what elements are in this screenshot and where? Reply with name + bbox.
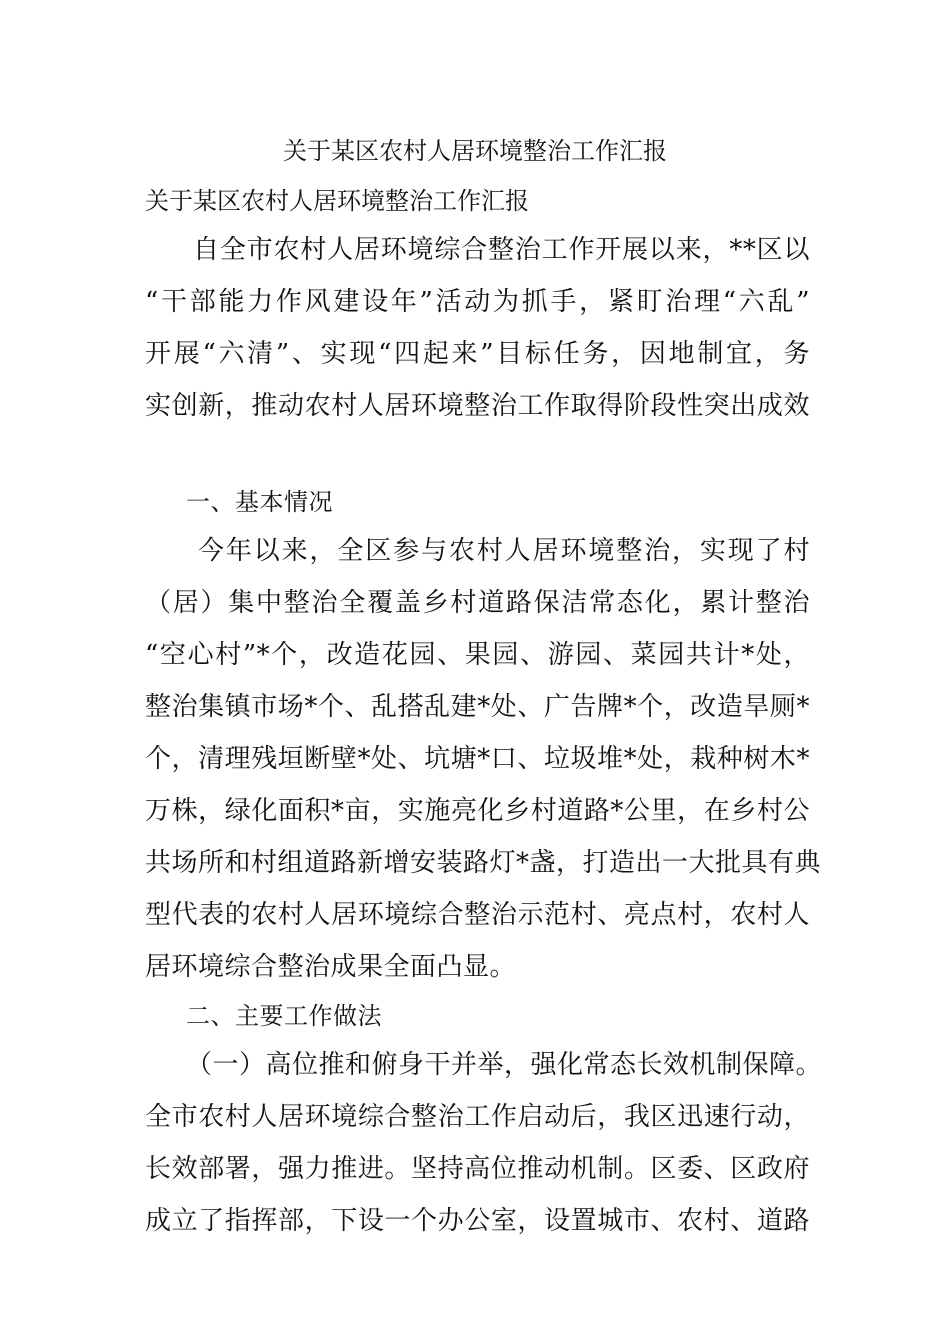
body-line: 整治集镇市场*个、乱搭乱建*处、广告牌*个，改造旱厕*: [145, 692, 810, 722]
body-line: 长效部署，强力推进。坚持高位推动机制。区委、区政府: [145, 1154, 810, 1184]
document-title: 关于某区农村人居环境整治工作汇报: [283, 137, 667, 165]
intro-line: 自全市农村人居环境综合整治工作开展以来，**区以: [193, 235, 810, 265]
section-heading: 一、基本情况: [186, 488, 333, 516]
body-line: 个，清理残垣断壁*处、坑塘*口、垃圾堆*处，栽种树木*: [145, 744, 810, 774]
body-line: “空心村”*个，改造花园、果园、游园、菜园共计*处，: [145, 640, 810, 670]
body-line: 全市农村人居环境综合整治工作启动后，我区迅速行动，: [145, 1102, 810, 1132]
intro-line: 实创新，推动农村人居环境整治工作取得阶段性突出成效: [145, 391, 810, 421]
document-subtitle: 关于某区农村人居环境整治工作汇报: [145, 187, 529, 215]
body-line: 型代表的农村人居环境综合整治示范村、亮点村，农村人: [145, 900, 810, 930]
body-line: （居）集中整治全覆盖乡村道路保洁常态化，累计整治: [145, 588, 810, 618]
body-line: 今年以来，全区参与农村人居环境整治，实现了村: [198, 536, 810, 566]
section-heading: 二、主要工作做法: [186, 1002, 382, 1030]
intro-line: “干部能力作风建设年”活动为抓手，紧盯治理“六乱”: [145, 287, 810, 317]
body-line: 万株，绿化面积*亩，实施亮化乡村道路*公里，在乡村公: [145, 796, 810, 826]
body-line: （一）高位推和俯身干并举，强化常态长效机制保障。: [186, 1050, 823, 1080]
intro-line: 开展“六清”、实现“四起来”目标任务，因地制宜，务: [145, 339, 810, 369]
body-line: 共场所和村组道路新增安装路灯*盏，打造出一大批具有典: [145, 848, 822, 878]
body-line: 成立了指挥部，下设一个办公室，设置城市、农村、道路: [145, 1206, 810, 1236]
body-line: 居环境综合整治成果全面凸显。: [145, 952, 517, 982]
